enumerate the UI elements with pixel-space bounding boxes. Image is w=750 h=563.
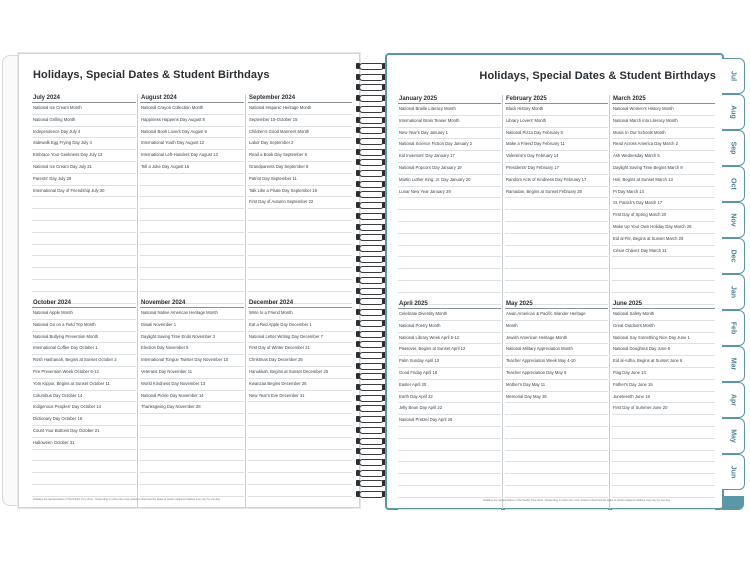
date-line: National Apple Month — [32, 308, 136, 320]
date-line — [398, 486, 501, 498]
date-line: National March into Literacy Month — [612, 116, 715, 128]
spiral-coil — [356, 362, 386, 371]
month-name: June 2025 — [612, 300, 715, 309]
date-line: National Women's History Month — [612, 104, 715, 116]
month-name: September 2024 — [248, 94, 352, 103]
date-line: Martin Luther King, Jr. Day January 20 — [398, 175, 501, 187]
spiral-coil — [356, 73, 386, 82]
date-line: National Pickle Day November 14 — [140, 391, 244, 403]
date-line: National Book Lovers Day August 9 — [140, 127, 244, 139]
date-line — [140, 209, 244, 221]
tab-apr[interactable] — [722, 382, 745, 418]
date-line: Mother's Day May 11 — [505, 380, 608, 392]
date-line: Diwali November 1 — [140, 320, 244, 332]
date-line: Earth Day April 22 — [398, 392, 501, 404]
tab-label: Nov — [729, 213, 737, 227]
date-line: Ramadan, Begins at Sunset February 28 — [505, 187, 608, 199]
tab-label: Oct — [729, 178, 737, 190]
date-line — [612, 257, 715, 269]
date-line — [612, 415, 715, 427]
spiral-coil — [356, 447, 386, 456]
date-line: Fire Prevention Week October 6-12 — [32, 367, 136, 379]
date-line: First Day of Autumn September 22 — [248, 197, 352, 209]
spiral-coil — [356, 265, 386, 274]
date-line — [505, 210, 608, 222]
date-line: September 15-October 15 — [248, 115, 352, 127]
date-line: Labor Day September 2 — [248, 138, 352, 150]
tab-jan[interactable] — [722, 274, 745, 310]
date-line — [140, 233, 244, 245]
month-block — [398, 95, 501, 305]
date-line: César Chávez Day March 31 — [612, 246, 715, 258]
date-line: National Bullying Prevention Month — [32, 332, 136, 344]
date-line: Valentine's Day February 14 — [505, 151, 608, 163]
date-line: International Coffee Day October 1 — [32, 343, 136, 355]
date-line: Read a Book Day September 6 — [248, 150, 352, 162]
tab-label: Mar — [729, 357, 737, 371]
date-line — [248, 497, 352, 509]
date-line — [505, 486, 608, 498]
date-line: National Science Fiction Day January 2 — [398, 139, 501, 151]
date-line: Music In Our Schools Month — [612, 128, 715, 140]
tab-edge — [722, 496, 744, 510]
month-block — [505, 300, 608, 510]
date-line — [612, 269, 715, 281]
date-line — [248, 209, 352, 221]
date-line: National Safety Month — [612, 309, 715, 321]
date-line — [398, 222, 501, 234]
date-line: Jelly Bean Day April 22 — [398, 403, 501, 415]
date-line: Election Day November 5 — [140, 343, 244, 355]
date-line: National Military Appreciation Month — [505, 344, 608, 356]
date-line: Parents' Day July 28 — [32, 174, 136, 186]
spiral-coil — [356, 437, 386, 446]
date-line — [140, 426, 244, 438]
date-line: New Year's Day January 1 — [398, 128, 501, 140]
date-line — [398, 198, 501, 210]
date-line: Count Your Buttons Day October 21 — [32, 426, 136, 438]
spiral-coil — [356, 340, 386, 349]
spiral-coil — [356, 415, 386, 424]
date-line: Eat a Red Apple Day December 1 — [248, 320, 352, 332]
right-page — [385, 53, 724, 510]
spiral-coil — [356, 479, 386, 488]
month-name: November 2024 — [140, 299, 244, 308]
tab-label: Apr — [729, 393, 737, 407]
month-name: May 2025 — [505, 300, 608, 309]
date-line — [248, 473, 352, 485]
date-line: Flag Day June 14 — [612, 368, 715, 380]
date-line — [398, 269, 501, 281]
tab-nov[interactable] — [722, 202, 745, 238]
date-line: Eid al-Adha, Begins at Sunset June 6 — [612, 356, 715, 368]
date-line: Yom Kippur, Begins at Sunset October 11 — [32, 379, 136, 391]
date-line — [32, 245, 136, 257]
date-line: Christmas Day December 25 — [248, 355, 352, 367]
date-line: Independence Day July 4 — [32, 127, 136, 139]
left-cover-edge — [2, 55, 18, 506]
date-line — [505, 451, 608, 463]
date-line: New Year's Eve December 31 — [248, 391, 352, 403]
date-line — [32, 485, 136, 497]
date-line — [32, 221, 136, 233]
spiral-coil — [356, 233, 386, 242]
tab-label: May — [729, 429, 737, 443]
date-line: National Go on a Field Trip Month — [32, 320, 136, 332]
spiral-coil — [356, 94, 386, 103]
month-name: July 2024 — [32, 94, 136, 103]
date-line: Kwanzaa Begins December 26 — [248, 379, 352, 391]
month-block — [140, 299, 244, 509]
month-name: August 2024 — [140, 94, 244, 103]
date-line: National Library Week April 6-12 — [398, 333, 501, 345]
date-line: National Ice Cream Month — [32, 103, 136, 115]
date-line: Make Up Your Own Holiday Day March 26 — [612, 222, 715, 234]
date-line — [140, 186, 244, 198]
date-line: Embrace Your Geekness Day July 13 — [32, 150, 136, 162]
column-divider — [609, 95, 610, 304]
tab-label: Dec — [729, 249, 737, 263]
date-line — [505, 257, 608, 269]
date-line: Veterans Day November 11 — [140, 367, 244, 379]
date-line — [398, 234, 501, 246]
date-line — [505, 281, 608, 293]
date-line — [398, 462, 501, 474]
date-line — [140, 221, 244, 233]
spiral-coil — [356, 458, 386, 467]
spiral-coil — [356, 383, 386, 392]
month-name: February 2025 — [505, 95, 608, 104]
date-line — [140, 450, 244, 462]
tab-jul[interactable] — [722, 58, 745, 94]
date-line — [248, 414, 352, 426]
spiral-coil — [356, 137, 386, 146]
date-line: World Kindness Day November 13 — [140, 379, 244, 391]
date-line: Passover, Begins at Sunset April 12 — [398, 344, 501, 356]
month-name: December 2024 — [248, 299, 352, 308]
date-line — [32, 461, 136, 473]
date-line: Juneteenth June 19 — [612, 392, 715, 404]
date-line — [398, 246, 501, 258]
date-line — [612, 486, 715, 498]
date-line — [398, 281, 501, 293]
left-page — [18, 53, 360, 508]
date-line — [505, 269, 608, 281]
date-line: Asian American & Pacific Islander Heritage — [505, 309, 608, 321]
date-line — [505, 439, 608, 451]
date-line — [612, 281, 715, 293]
spiral-coil — [356, 426, 386, 435]
column-divider — [502, 300, 503, 509]
spiral-coil — [356, 490, 386, 499]
month-block — [140, 94, 244, 304]
date-line — [398, 451, 501, 463]
tab-label: Sep — [729, 141, 737, 155]
date-line: First Day of Summer June 20 — [612, 403, 715, 415]
tab-sep[interactable] — [722, 130, 745, 166]
date-line — [505, 198, 608, 210]
date-line — [505, 474, 608, 486]
spiral-coil — [356, 126, 386, 135]
spiral-coil — [356, 287, 386, 296]
month-name: January 2025 — [398, 95, 501, 104]
spiral-coil — [356, 404, 386, 413]
date-line — [32, 197, 136, 209]
spiral-coil — [356, 308, 386, 317]
month-name: March 2025 — [612, 95, 715, 104]
date-line — [248, 426, 352, 438]
tab-label: Feb — [729, 321, 737, 335]
date-line: Grandparents Day September 8 — [248, 162, 352, 174]
footnote: Holidays are representative of the Pacific Time Zone - Depending on when the moon phase is observed the dates of certain religious holidays may vary by one day. — [483, 499, 671, 502]
date-line — [140, 197, 244, 209]
month-block — [612, 95, 715, 305]
date-line — [505, 403, 608, 415]
date-line: Hanukkah, Begins at Sunset December 25 — [248, 367, 352, 379]
date-line: First Day of Spring March 20 — [612, 210, 715, 222]
date-line — [140, 438, 244, 450]
date-line: First Day of Winter December 21 — [248, 343, 352, 355]
date-line — [398, 427, 501, 439]
date-line — [398, 210, 501, 222]
date-line: National Poetry Month — [398, 321, 501, 333]
tab-dec[interactable] — [722, 238, 745, 274]
tab-label: Jan — [729, 285, 737, 299]
date-line — [612, 462, 715, 474]
date-line: National Letter Writing Day December 7 — [248, 332, 352, 344]
date-line — [398, 439, 501, 451]
date-line — [32, 450, 136, 462]
date-line: International Day of Friendship July 30 — [32, 186, 136, 198]
column-divider — [137, 299, 138, 508]
date-line: Palm Sunday April 13 — [398, 356, 501, 368]
date-line — [140, 280, 244, 292]
date-line — [140, 268, 244, 280]
date-line: National Popcorn Day January 19 — [398, 163, 501, 175]
date-line: International Brain Teaser Month — [398, 116, 501, 128]
date-line: Ash Wednesday March 5 — [612, 151, 715, 163]
spiral-coil — [356, 201, 386, 210]
date-line: St. Patrick's Day March 17 — [612, 198, 715, 210]
date-line — [140, 461, 244, 473]
date-line: Black History Month — [505, 104, 608, 116]
date-line: National Hispanic Heritage Month — [248, 103, 352, 115]
date-line: Holi, Begins at Sunset March 13 — [612, 175, 715, 187]
date-line: Indigenous Peoples' Day October 14 — [32, 402, 136, 414]
date-line: Good Friday April 18 — [398, 368, 501, 380]
date-line — [140, 485, 244, 497]
date-line — [612, 439, 715, 451]
date-line — [505, 462, 608, 474]
spiral-coil — [356, 158, 386, 167]
date-line — [32, 268, 136, 280]
date-line — [140, 414, 244, 426]
date-line: Teacher Appreciation Week May 4-10 — [505, 356, 608, 368]
date-line — [32, 280, 136, 292]
spiral-coil — [356, 351, 386, 360]
tab-oct[interactable] — [722, 166, 745, 202]
date-line — [505, 415, 608, 427]
date-line: Eid al-Fitr, Begins at Sunset March 29 — [612, 234, 715, 246]
date-line: Dictionary Day October 16 — [32, 414, 136, 426]
date-line — [32, 256, 136, 268]
spiral-coil — [356, 394, 386, 403]
spiral-coil — [356, 212, 386, 221]
date-line — [248, 268, 352, 280]
date-line — [32, 473, 136, 485]
date-line — [248, 402, 352, 414]
tab-label: Aug — [729, 105, 737, 119]
column-divider — [245, 299, 246, 508]
spiral-coil — [356, 62, 386, 71]
date-line: Father's Day June 15 — [612, 380, 715, 392]
date-line: Rosh Hashanah, Begins at Sunset October 2 — [32, 355, 136, 367]
page-title: Holidays, Special Dates & Student Birthdays — [479, 70, 716, 82]
date-line — [248, 256, 352, 268]
spiral-coil — [356, 255, 386, 264]
date-line: Easter April 20 — [398, 380, 501, 392]
month-block — [248, 299, 352, 509]
date-line — [612, 427, 715, 439]
date-line — [612, 474, 715, 486]
date-line — [32, 209, 136, 221]
spiral-coil — [356, 244, 386, 253]
date-line: Daylight Saving Time Begins March 9 — [612, 163, 715, 175]
spiral-coil — [356, 148, 386, 157]
date-line — [505, 246, 608, 258]
spiral-coil — [356, 469, 386, 478]
date-line: Daylight Saving Time Ends November 3 — [140, 332, 244, 344]
column-divider — [245, 94, 246, 303]
date-line: Random Acts of Kindness Day February 17 — [505, 175, 608, 187]
date-line: Library Lovers' Month — [505, 116, 608, 128]
date-line: Thanksgiving Day November 28 — [140, 402, 244, 414]
date-line: Celebrate Diversity Month — [398, 309, 501, 321]
date-line — [32, 233, 136, 245]
date-line: Kid Inventors' Day January 17 — [398, 151, 501, 163]
spiral-coil — [356, 276, 386, 285]
spiral-coil — [356, 223, 386, 232]
date-line: Children's Good Manners Month — [248, 127, 352, 139]
date-line: National Braille Literacy Month — [398, 104, 501, 116]
spiral-coil — [356, 116, 386, 125]
date-line: Sidewalk Egg Frying Day July 4 — [32, 138, 136, 150]
spiral-binding — [356, 62, 386, 502]
column-divider — [137, 94, 138, 303]
date-line: National Crayon Collection Month — [140, 103, 244, 115]
date-line: Halloween October 31 — [32, 438, 136, 450]
date-line: Lunar New Year January 29 — [398, 187, 501, 199]
spiral-coil — [356, 190, 386, 199]
date-line — [612, 451, 715, 463]
date-line — [248, 280, 352, 292]
spiral-coil — [356, 297, 386, 306]
date-line: Memorial Day May 26 — [505, 392, 608, 404]
tab-feb[interactable] — [722, 310, 745, 346]
tab-aug[interactable] — [722, 94, 745, 130]
date-line — [248, 233, 352, 245]
date-line: Columbus Day October 14 — [32, 391, 136, 403]
date-line — [398, 474, 501, 486]
date-line: National Say Something Nice Day June 1 — [612, 333, 715, 345]
date-line — [248, 461, 352, 473]
date-line: Pi Day March 14 — [612, 187, 715, 199]
date-line: Patriot Day September 11 — [248, 174, 352, 186]
date-line: Happiness Happens Day August 8 — [140, 115, 244, 127]
date-line: Read Across America Day March 2 — [612, 139, 715, 151]
date-line — [140, 245, 244, 257]
month-block — [248, 94, 352, 304]
date-line — [248, 438, 352, 450]
spiral-coil — [356, 105, 386, 114]
date-line: Presidents' Day February 17 — [505, 163, 608, 175]
tab-may[interactable] — [722, 418, 745, 454]
date-line — [140, 174, 244, 186]
date-line — [505, 234, 608, 246]
date-line: International Youth Day August 12 — [140, 138, 244, 150]
date-line: International Left-Handers Day August 13 — [140, 150, 244, 162]
date-line — [140, 256, 244, 268]
date-line — [248, 485, 352, 497]
column-divider — [609, 300, 610, 509]
month-block — [398, 300, 501, 510]
date-line: National Native American Heritage Month — [140, 308, 244, 320]
tab-mar[interactable] — [722, 346, 745, 382]
date-line: Great Outdoors Month — [612, 321, 715, 333]
date-line: National Ice Cream Day July 21 — [32, 162, 136, 174]
date-line: Jewish American Heritage Month — [505, 333, 608, 345]
date-line — [505, 427, 608, 439]
spiral-coil — [356, 169, 386, 178]
date-line: Make a Friend Day February 11 — [505, 139, 608, 151]
date-line — [248, 450, 352, 462]
date-line: Talk Like a Pirate Day September 19 — [248, 186, 352, 198]
tab-label: Jul — [729, 70, 737, 82]
month-block — [32, 94, 136, 304]
spiral-coil — [356, 83, 386, 92]
tab-jun[interactable] — [722, 454, 745, 490]
date-line — [398, 257, 501, 269]
date-line: National Pretzel Day April 26 — [398, 415, 501, 427]
column-divider — [502, 95, 503, 304]
date-line — [505, 222, 608, 234]
date-line: Month — [505, 321, 608, 333]
date-line: Write to a Friend Month — [248, 308, 352, 320]
tab-label: Jun — [729, 465, 737, 479]
page-title: Holidays, Special Dates & Student Birthdays — [33, 69, 270, 81]
spiral-coil — [356, 330, 386, 339]
date-line: Tell a Joke Day August 16 — [140, 162, 244, 174]
month-block — [505, 95, 608, 305]
month-block — [32, 299, 136, 509]
date-line — [248, 245, 352, 257]
month-block — [612, 300, 715, 510]
footnote: Holidays are representative of the Pacific Time Zone - Depending on when the moon phase is observed the dates of certain religious holidays may vary by one day. — [33, 498, 221, 501]
date-line: National Pizza Day February 9 — [505, 128, 608, 140]
spiral-coil — [356, 319, 386, 328]
spiral-coil — [356, 372, 386, 381]
month-name: April 2025 — [398, 300, 501, 309]
date-line — [248, 221, 352, 233]
date-line — [140, 473, 244, 485]
date-line: National Grilling Month — [32, 115, 136, 127]
date-line: International Tongue Twister Day November 10 — [140, 355, 244, 367]
spiral-coil — [356, 180, 386, 189]
date-line: National Doughnut Day June 6 — [612, 344, 715, 356]
month-name: October 2024 — [32, 299, 136, 308]
date-line: Teacher Appreciation Day May 6 — [505, 368, 608, 380]
